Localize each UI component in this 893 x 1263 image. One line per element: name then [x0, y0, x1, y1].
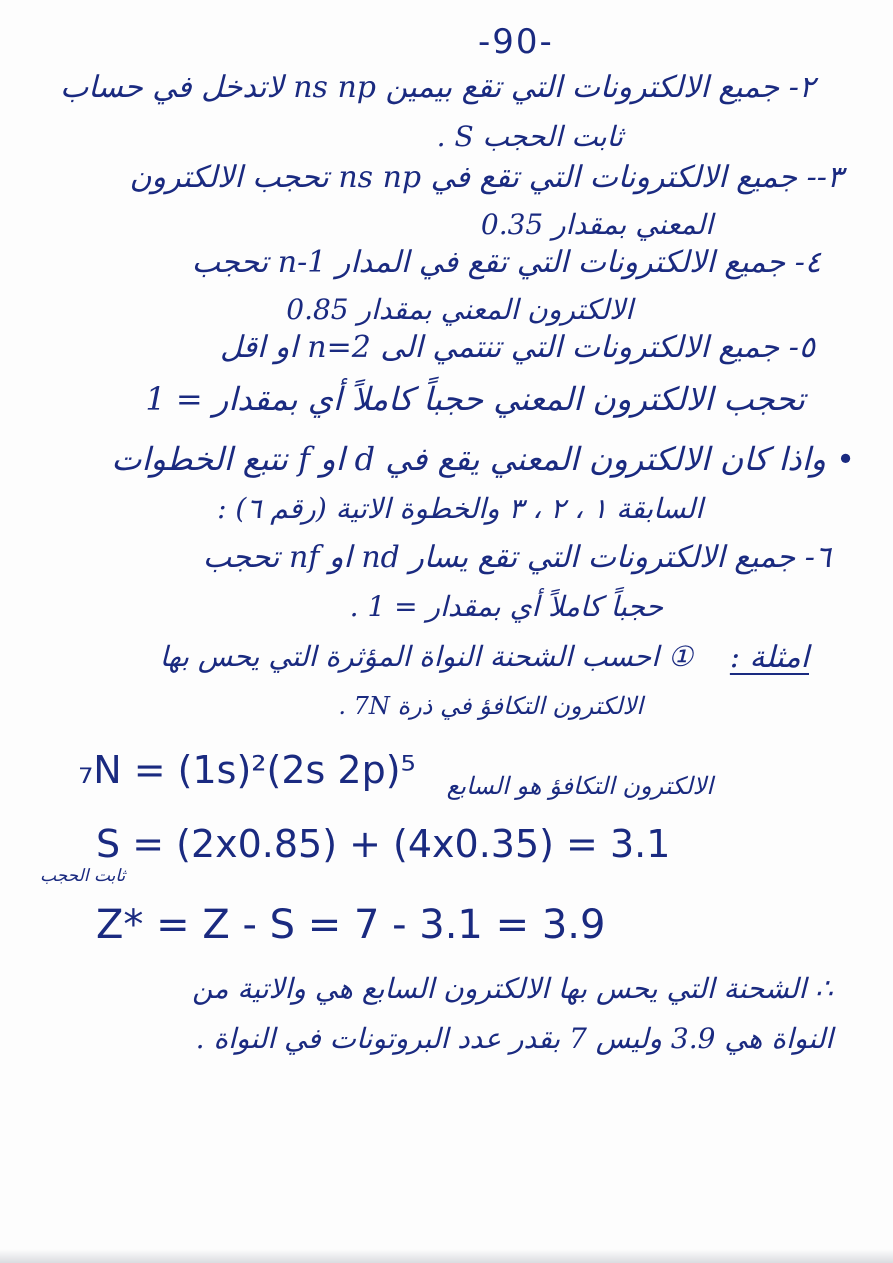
rule-2-line-1: ٢- جميع الالكترونات التي تقع بيمين ns np لاتدخل في حساب	[60, 70, 815, 105]
rule-4-line-2: الالكترون المعني بمقدار 0.85	[286, 293, 633, 326]
electron-configuration-equation: ₇N = (1s)²(2s 2p)⁵	[78, 748, 416, 792]
rule-2-line-2: ثابت الحجب S .	[436, 120, 623, 153]
rule-3-line-2: المعني بمقدار 0.35	[480, 208, 713, 241]
scan-edge-shadow	[0, 1249, 893, 1263]
rule-3-line-1: ٣-- جميع الالكترونات التي تقع في ns np تحجب الالكترون	[129, 160, 843, 195]
shielding-constant-label: ثابت الحجب	[40, 866, 126, 886]
rule-5-line-2: تحجب الالكترون المعني حجباً كاملاً أي بمقدار = 1	[145, 380, 805, 418]
rule-6-line-2: حجباً كاملاً أي بمقدار = 1 .	[349, 590, 663, 623]
example-1-line-2: الالكترون التكافؤ في ذرة 7N .	[338, 692, 643, 720]
page-number: -90-	[478, 22, 554, 62]
rule-4-line-1: ٤- جميع الالكترونات التي تقع في المدار n-1 تحجب	[191, 245, 821, 280]
examples-label: امثلة :	[729, 640, 809, 675]
d-f-electrons-line-2: السابقة ١ ، ٢ ، ٣ والخطوة الاتية (رقم ٦) :	[217, 492, 703, 525]
conclusion-line-2: النواة هي 3.9 وليس 7 بقدر عدد البروتونات في النواة .	[195, 1022, 833, 1055]
rule-6-line-1: ٦- جميع الالكترونات التي تقع يسار nd او nf تحجب	[202, 540, 831, 575]
shielding-constant-equation: S = (2x0.85) + (4x0.35) = 3.1	[96, 822, 671, 866]
effective-charge-equation: Z* = Z - S = 7 - 3.1 = 3.9	[96, 902, 606, 948]
conclusion-line-1-text: ∴ الشحنة التي يحس بها الالكترون السابع هي والاتية من	[192, 972, 833, 1005]
valence-electron-note: الالكترون التكافؤ هو السابع	[446, 772, 713, 800]
rule-5-line-1: ٥- جميع الالكترونات التي تنتمي الى n=2 او اقل	[219, 330, 815, 365]
example-1-line-1: ① احسب الشحنة النواة المؤثرة التي يحس بها	[159, 640, 693, 673]
d-f-electrons-line-1: • واذا كان الالكترون المعني يقع في d او f نتبع الخطوات	[111, 440, 855, 478]
